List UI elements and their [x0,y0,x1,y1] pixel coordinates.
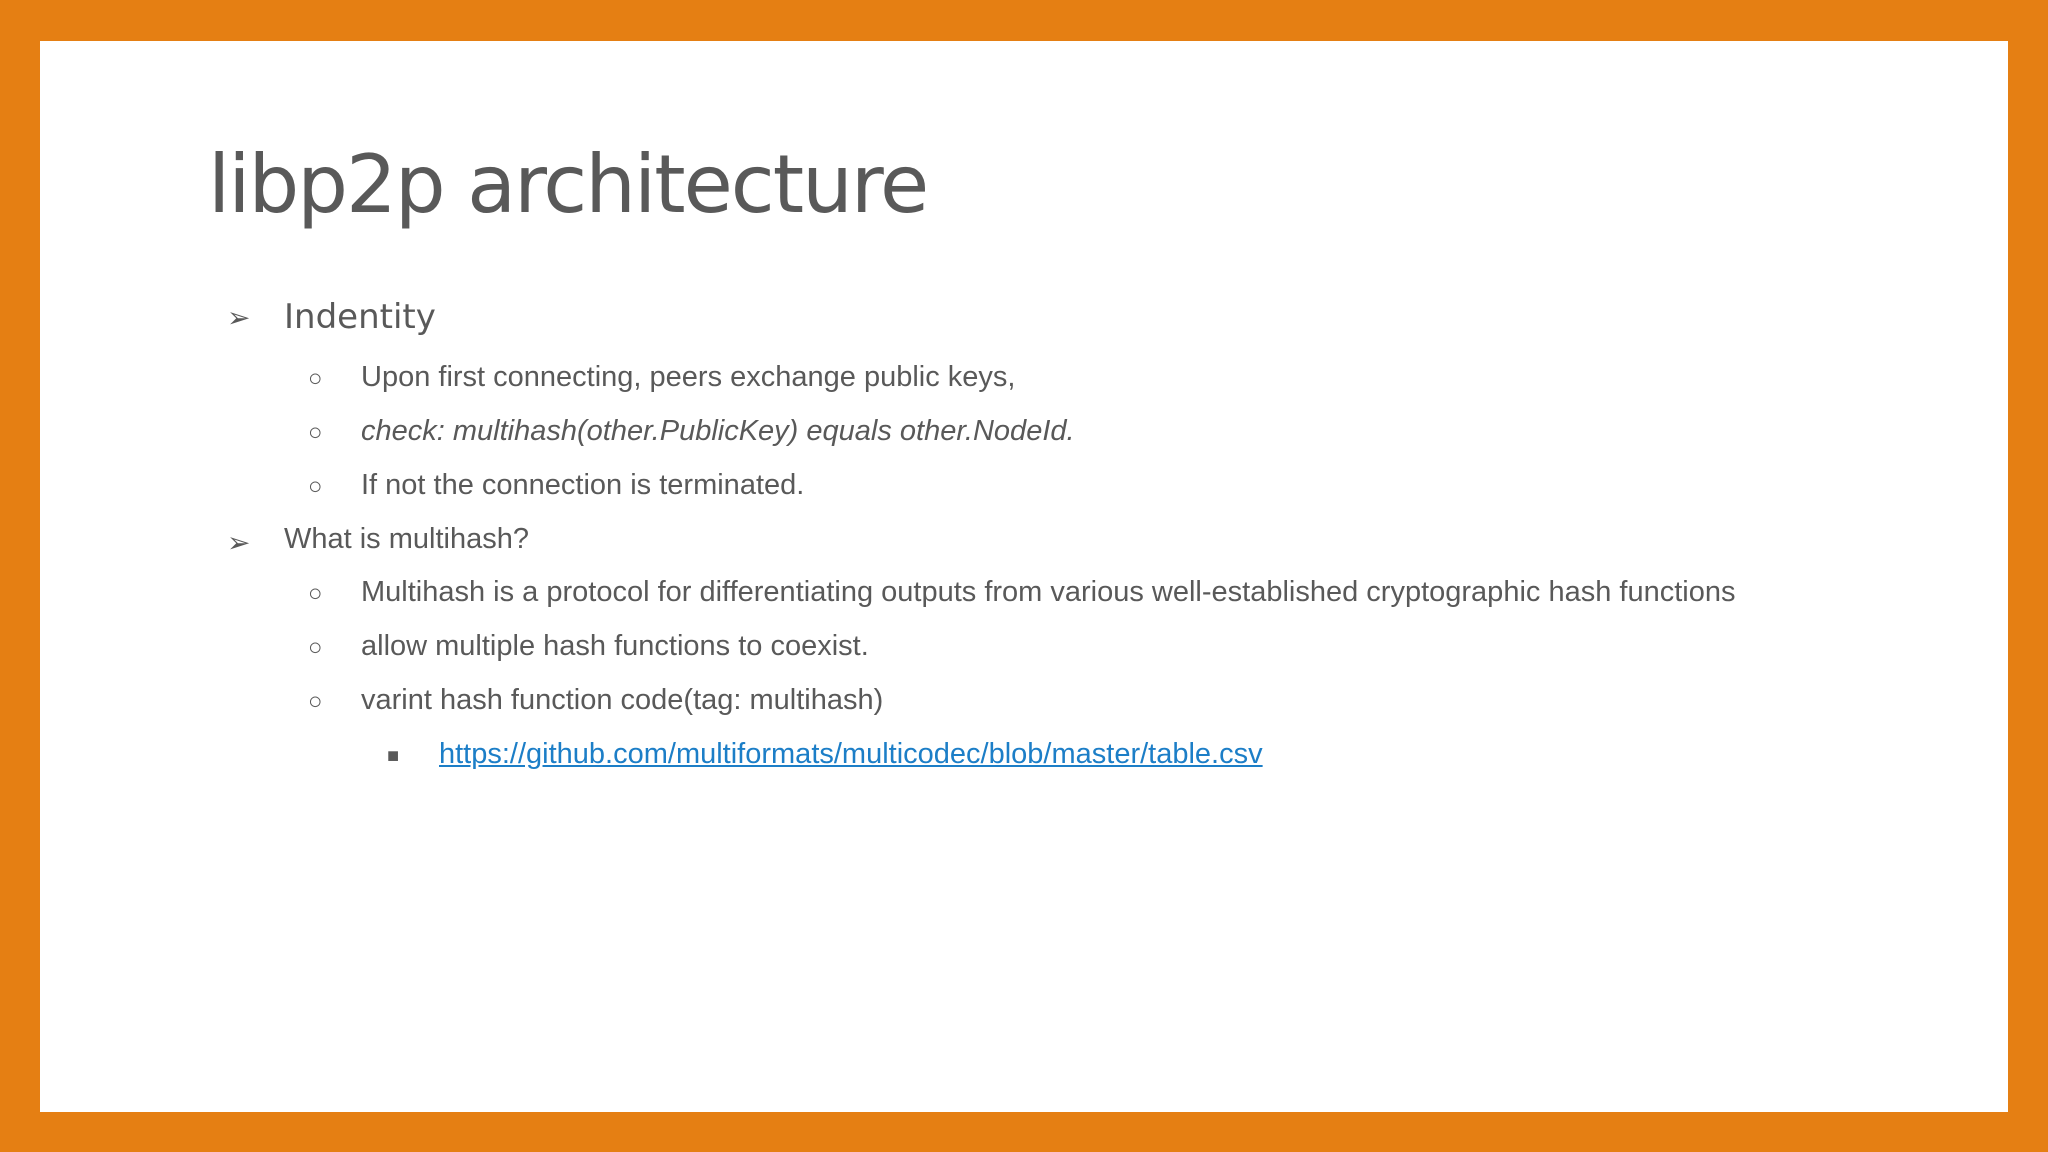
section-heading-label: Indentity [284,297,436,337]
slide [40,41,2008,1112]
list-item-text: varint hash function code(tag: multihash) [361,684,884,716]
list-item-text: Upon first connecting, peers exchange public keys, [361,361,1016,393]
circle-bullet-icon: ○ [308,419,323,446]
circle-bullet-icon: ○ [308,580,323,607]
list-item-text: allow multiple hash functions to coexist. [361,630,869,662]
list-item-text: If not the connection is terminated. [361,469,805,501]
circle-bullet-icon: ○ [308,634,323,661]
slide-title: libp2p architecture [208,138,928,231]
multicodec-table-link[interactable]: https://github.com/multiformats/multicodec/blob/master/table.csv [439,738,1263,770]
arrow-bullet-icon: ➢ [227,527,251,558]
arrow-bullet-icon: ➢ [227,302,251,333]
square-bullet-icon: ■ [387,745,400,767]
circle-bullet-icon: ○ [308,688,323,715]
circle-bullet-icon: ○ [308,365,323,392]
list-item-text: check: multihash(other.PublicKey) equals other.NodeId. [361,415,1075,447]
section-heading-label: What is multihash? [284,523,529,555]
list-item-text: Multihash is a protocol for differentiating outputs from various well-established cryptographic hash functions [361,576,1736,608]
circle-bullet-icon: ○ [308,473,323,500]
